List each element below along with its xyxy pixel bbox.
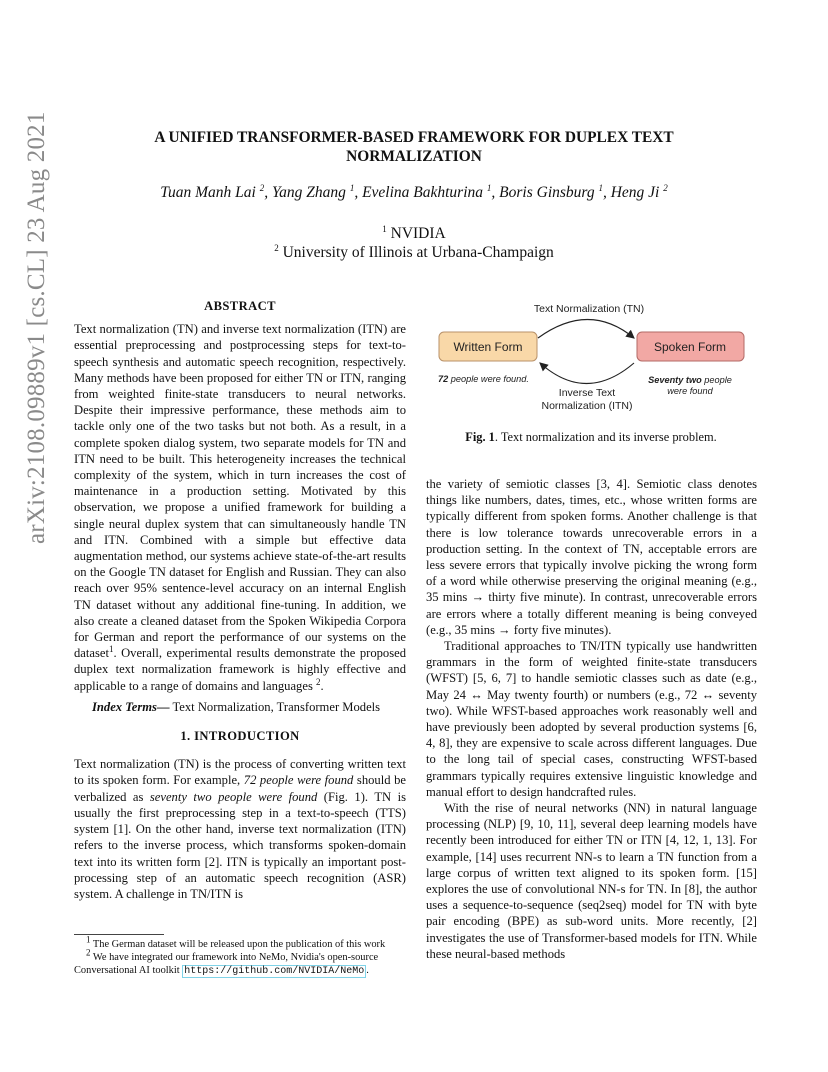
itn-label-2: Normalization (ITN) xyxy=(541,400,633,412)
written-example: 72 people were found. xyxy=(438,374,529,384)
author-list: Tuan Manh Lai $^2$, Yang Zhang $^1$, Evelina Bakhturina $^1$, Boris Ginsburg $^1$, Heng Ji $^2$ xyxy=(160,182,668,201)
spoken-example: Seventy two people xyxy=(648,375,732,385)
figure-1-diagram xyxy=(426,296,756,416)
abstract-text: Text normalization (TN) and inverse text normalization (ITN) are essential preprocessing and postprocessing steps for text-to-speech synthesis and automatic speech recognition, respectively. Many methods have been proposed for either TN or ITN, ranging from weighted finite-state transducers to neural networks. Despite their impressive performance, these methods aim to tackle only one of the two tasks but not both. As a result, in a complete spoken dialog system, two separate models for TN and ITN need to be built. This heterogeneity increases the technical complexity of the system, which in turn increases the cost of maintenance in a production setting. Motivated by this observation, we propose a unified framework for building a single neural duplex system that can simultaneously handle TN and ITN. Combined with a simple but effective data augmentation method, our systems achieve state-of-the-art results on the Google TN dataset for English and Russian. They can also reach over 95% sentence-level accuracy on an internal English TN dataset without any additional fine-tuning. In addition, we also create a cleaned dataset from the Spoken Wikipedia Corpora for German and report the performance of our systems on the dataset$^1$. Overall, experimental results demonstrate the proposed duplex text normalization framework is highly effective and applicable to a range of domains and languages $^2$. xyxy=(74,322,406,693)
author: Evelina Bakhturina $^1$ xyxy=(362,182,492,201)
footnote: $^1$ The German dataset will be released upon the publication of this work xyxy=(86,934,386,950)
paragraph: With the rise of neural networks (NN) in natural language processing (NLP) [9, 10, 11], several deep learning models have recently been introduced for either TN or ITN [4, 12, 1, 13]. For example, [14] uses recurrent NN-s to learn a TN function from a large corpus of written text aligned to its spoken form. [15] explores the use of convolutional NN-s for TN. In [8], the author uses a sequence-to-sequence (seq2seq) model for TN with byte pair encoding (BPE) as sub-word units. More recently, [2] investigates the use of Transformer-based models for ITN. While these neural-based methods xyxy=(426,801,757,961)
arxiv-identifier: arXiv:2108.09889v1 [cs.CL] 23 Aug 2021 xyxy=(23,111,50,544)
affiliation: $^1$ NVIDIA xyxy=(382,223,446,242)
itn-arrow xyxy=(540,363,634,384)
written-form-label: Written Form xyxy=(453,340,523,354)
paragraph: the variety of semiotic classes [3, 4]. Semiotic class denotes things like numbers, dates, times, etc., whose written forms are typically different from spoken forms. Another challenge is that there is low tolerance towards unrecoverable errors in a production setting. In the context of TN, acceptable errors are less severe errors that typically involve picking the wrong form of a word while otherwise preserving the original meaning (e.g., 35 mins → thirty five minute). In contrast, unrecoverable errors are errors where a totally different meaning is being conveyed (e.g., 35 mins → forty five minutes). xyxy=(426,477,757,637)
author: Boris Ginsburg $^1$ xyxy=(499,182,603,201)
intro-heading: 1. INTRODUCTION xyxy=(180,729,300,744)
right-column xyxy=(426,476,757,962)
spoken-example-2: were found xyxy=(667,386,713,396)
figure-caption: Fig. 1. Text normalization and its inverse problem. xyxy=(465,430,717,444)
affiliation: $^2$ University of Illinois at Urbana-Champaign xyxy=(274,242,554,261)
left-column xyxy=(74,298,406,902)
index-terms: Index Terms— Text Normalization, Transformer Models xyxy=(92,699,381,714)
itn-label: Inverse Text xyxy=(558,387,616,399)
author: Yang Zhang $^1$ xyxy=(271,182,355,201)
abstract-heading: ABSTRACT xyxy=(204,299,276,313)
tn-label: Text Normalization (TN) xyxy=(533,303,645,315)
github-link[interactable]: https://github.com/NVIDIA/NeMo xyxy=(184,966,365,977)
intro-paragraph: Text normalization (TN) is the process of converting written text to its spoken form. For example, 72 people were found should be verbalized as seventy two people were found (Fig. 1). TN is usually the first preprocessing step in a text-to-speech (TTS) system [1]. On the other hand, inverse text normalization (ITN) refers to the inverse process, which transforms spoken-domain text into its written form [2]. ITN is typically an important post-processing step of an automatic speech recognition (ASR) system. A challenge in TN/ITN is xyxy=(74,757,406,901)
paper-title: A UNIFIED TRANSFORMER-BASED FRAMEWORK FOR DUPLEX TEXT NORMALIZATION xyxy=(154,129,674,165)
paragraph: Traditional approaches to TN/ITN typically use handwritten grammars in the form of weighted finite-state transducers (WFST) [5, 6, 7] to handle semiotic classes such as date (e.g., May 24 ↔ May twenty fourth) or numbers (e.g., 72 ↔ seventy two). While WFST-based approaches work reasonably well and have previously been adopted by several production systems [6, 4, 8], they are expensive to scale across different languages. Due to the long tail of special cases, constructing WFST-based grammars typically requires extensive linguistic knowledge and manual effort to design handcrafted rules. xyxy=(426,639,757,799)
author: Heng Ji $^2$ xyxy=(610,182,668,201)
author: Tuan Manh Lai $^2$ xyxy=(160,182,265,201)
footnotes xyxy=(74,934,406,978)
footnote: $^2$ We have integrated our framework into NeMo, Nvidia's open-source Conversational AI toolkit https://github.com/NVIDIA/NeMo . xyxy=(74,947,379,977)
tn-arrow xyxy=(538,320,634,339)
spoken-form-label: Spoken Form xyxy=(653,340,727,354)
